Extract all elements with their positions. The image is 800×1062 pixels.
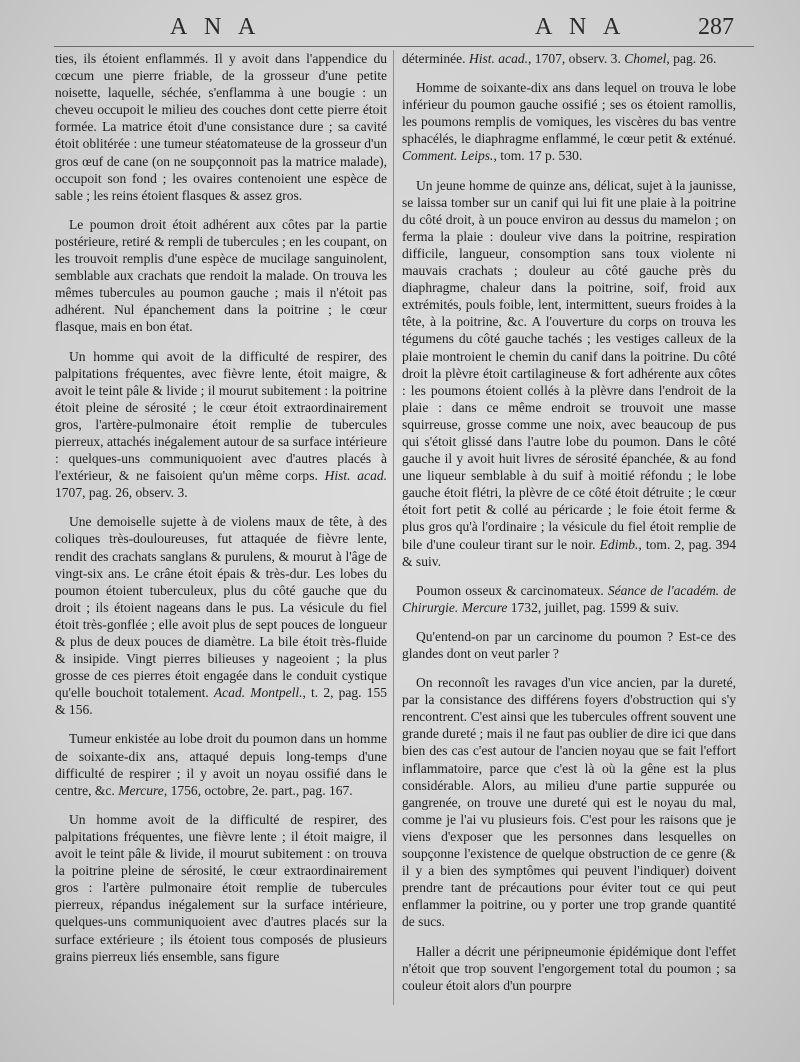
paragraph xyxy=(55,811,387,965)
citation-reference: , 1756, octobre, 2e. part., pag. 167. xyxy=(163,782,353,798)
running-head-left: A N A xyxy=(170,14,262,40)
paragraph-text: Homme de soixante-dix ans dans lequel on trouva le lobe inférieur du poumon gauche ossifié ; ses os étoient ramollis, les poumons remplis de vomiques, les viscères du bas ventre sphacélés, le diaphragme enflammé, le cœur petit & exténué. xyxy=(402,80,736,147)
paragraph xyxy=(55,348,387,502)
paragraph-text: Un homme avoit de la difficulté de respirer, des palpitations fréquentes, une fièvre lente ; il étoit maigre, il avoit le teint pâle & livide, il mourut subitement : on trouva la poitrine pleine de sérosité, le cœur extraordinairement gros : l'artère pulmonaire étoit remplie de tubercules pierreux, répandus inégalement sur la surface intérieure, quelques-uns communiquoient avec d'autres placés sur la surface extérieure ; ils étoient tous composés de plusieurs grains pierreux liés ensemble, sans figure xyxy=(55,811,387,964)
running-head-right: A N A xyxy=(535,14,627,40)
citation-reference: , 1707, observ. 3. xyxy=(528,51,621,66)
page-number: 287 xyxy=(698,14,734,40)
citation-reference: , pag. 26. xyxy=(666,51,717,66)
paragraph xyxy=(55,730,387,798)
header-rule xyxy=(54,46,754,47)
left-column xyxy=(55,50,387,977)
paragraph xyxy=(402,50,736,67)
paragraph xyxy=(402,943,736,994)
paragraph-text: Le poumon droit étoit adhérent aux côtes par la partie postérieure, retiré & rempli de tubercules ; en les coupant, on les trouvoit remplis d'une espèce de mucilage sanguinolent, semblable aux crachats que rendoit la malade. On trouva les mêmes tubercules au poumon gauche ; mais il n'étoit pas adhérent. Nul épanchement dans la poitrine ; le cœur flasque, mais en bon état. xyxy=(55,216,387,335)
citation: Comment. Leips. xyxy=(402,148,494,164)
paragraph-text: Poumon osseux & carcinomateux. xyxy=(416,582,604,598)
citation-reference: , t. 2, pag. 155 & 156. xyxy=(55,685,387,718)
paragraph xyxy=(55,50,387,204)
paragraph-text: Un homme qui avoit de la difficulté de respirer, des palpitations fréquentes, avec fièvre lente, étoit maigre, & avoit le teint pâle & livide ; il mourut subitement : la poitrine étoit pleine de sérosité ; le cœur étoit extraordinairement gros, l'artère-pulmonaire étoit remplie de tubercules pierreux, attachés inégalement autour de sa surface intérieure : quelques-uns communiquoient avec d'autres placés à l'extérieur, & ne faisoient qu'un même corps. xyxy=(55,348,387,484)
paragraph xyxy=(55,513,387,718)
citation: Edimb. xyxy=(599,536,639,552)
paragraph-text: Qu'entend-on par un carcinome du poumon ? Est-ce des glandes dont on veut parler ? xyxy=(402,628,736,661)
citation-reference: 1732, juillet, pag. 1599 & suiv. xyxy=(507,599,679,615)
paragraph-text: Une demoiselle sujette à de violens maux de tête, à des coliques très-douloureuses, fut attaquée de fièvre lente, rendit des crachats sanglans & purulens, & mourut à l'âge de vingt-six ans. Le crâne étoit épais & très-dur. Les lobes du poumon étoient tuberculeux, plus du côté gauche que du droit ; ils étoient nageans dans le pus. La vésicule du fiel étoit très-gonflée ; elle avoit plus de sept pouces de longueur & plus de deux pouces de diamètre. La bile étoit très-fluide & insipide. Vingt pierres bilieuses y nageoient ; la plus grosse de ces pierres étoit engagée dans le conduit cystique qu'elle bouchoit totalement. xyxy=(55,514,387,701)
citation-reference: 1707, pag. 26, observ. 3. xyxy=(55,485,188,501)
citation: Hist. acad. xyxy=(324,468,388,484)
paragraph xyxy=(402,628,736,662)
paragraph-text: Haller a décrit une péripneumonie épidémique dont l'effet n'étoit que trop souvent l'engorgement total du poumon ; sa couleur étoit alors d'un pourpre xyxy=(402,943,736,993)
paragraph xyxy=(402,674,736,930)
paragraph xyxy=(402,582,736,616)
citation: Séance de l'académ. de Chirurgie. Mercure xyxy=(402,582,736,615)
paragraph xyxy=(402,79,736,164)
column-divider xyxy=(393,50,394,1005)
right-column xyxy=(402,50,736,1006)
citation-reference: , tom. 17 p. 530. xyxy=(493,148,583,164)
paragraph xyxy=(55,216,387,336)
paragraph-text: ties, ils étoient enflammés. Il y avoit dans l'appendice du cœcum une pierre friable, de la grosseur d'une petite noisette, laquelle, séchée, s'enflamma à une bougie : un cheveu occupoit le milieu des couches dont cette pierre étoit formée. La matrice étoit d'une consistance dure ; sa cavité étoit oblitérée : une tumeur stéatomateuse de la grosseur d'un gros œuf de cane (on ne soupçonnoit pas la matrice malade), occupoit son fond ; les ovaires contenoient une espèce de sable ; les reins étoient flasques & assez gros. xyxy=(55,51,387,203)
paragraph xyxy=(402,177,736,570)
citation: Mercure xyxy=(118,782,164,798)
citation: Acad. Montpell. xyxy=(213,685,303,701)
citation: Hist. acad. xyxy=(468,51,529,66)
paragraph-text: déterminée. xyxy=(402,51,466,66)
citation: Chomel xyxy=(624,51,667,66)
paragraph-text: Un jeune homme de quinze ans, délicat, sujet à la jaunisse, se laissa tomber sur un canif qui lui fit une plaie à la poitrine du côté droit, à un pouce environ au dessus du mamelon ; on ferma la plaie : douleur vive dans la poitrine, respiration difficile, langueur, consomption sans toux violente ni mauvais crachats ; douleur au côté gauche près du diaphragme, chaleur dans la poitrine, soif, froid aux extrémités, pouls foible, lent, intermittent, sueurs froides à la tête, à la poitrine, &c. A l'ouverture du corps on trouva les tégumens du côté gauche tachés ; les vestiges calleux de la plaie montroient le chemin du canif dans la poitrine. Du côté droit la plèvre étoit cartilagineuse & fort adhérente aux côtes : les poumons étoient collés à la plèvre dans l'endroit de la plaie : dans ce même endroit se trouvoit une masse squirreuse, grosse comme une noix, avec beaucoup de pus qui s'étoit glissé dans l'autre lobe du poumon. Dans le côté gauche il y avoit huit livres de sérosité épanchée, & au fond une liqueur semblable à du suif à moitié réfondu ; le lobe gauche étoit flétri, la plèvre de ce côté étoit détruite ; le cœur étoit fort petit & collé au péricarde ; le foie étoit ferme & plus gros qu'à l'ordinaire ; la vésicule du fiel étoit remplie de bile d'une couleur tirant sur le noir. xyxy=(402,177,736,552)
citation-reference: , tom. 2, pag. 394 & suiv. xyxy=(402,536,736,569)
paragraph-text: On reconnoît les ravages d'un vice ancien, par la dureté, par la consistance des différens foyers d'obstruction qui s'y rencontrent. C'est ainsi que les tubercules offrent souvent une grande dureté ; mais il ne faut pas oublier de dire ici que dans bien des cas c'est autour de l'ancien noyau que se fait l'effort inflammatoire, parce que c'est là où la gêne est la plus considérable. Alors, au milieu d'une partie suppurée ou gangrenée, on trouve une dureté qui est le noyau du mal, comme je l'ai vu plusieurs fois. C'est pour les raisons que je viens d'exposer que les personnes dans lesquelles on soupçonne l'existence de quelque obstruction de ce genre (& il y a bien des symptômes qui peuvent l'indiquer) doivent prendre tant de précautions pour éviter tout ce qui peut enflammer la poitrine, ou y porter une trop grande quantité de sucs. xyxy=(402,675,736,930)
paragraph-text: Tumeur enkistée au lobe droit du poumon dans un homme de soixante-dix ans, attaqué depuis long-temps d'une difficulté de respirer ; il y avoit un noyau ossifié dans le centre, &c. xyxy=(55,731,387,798)
